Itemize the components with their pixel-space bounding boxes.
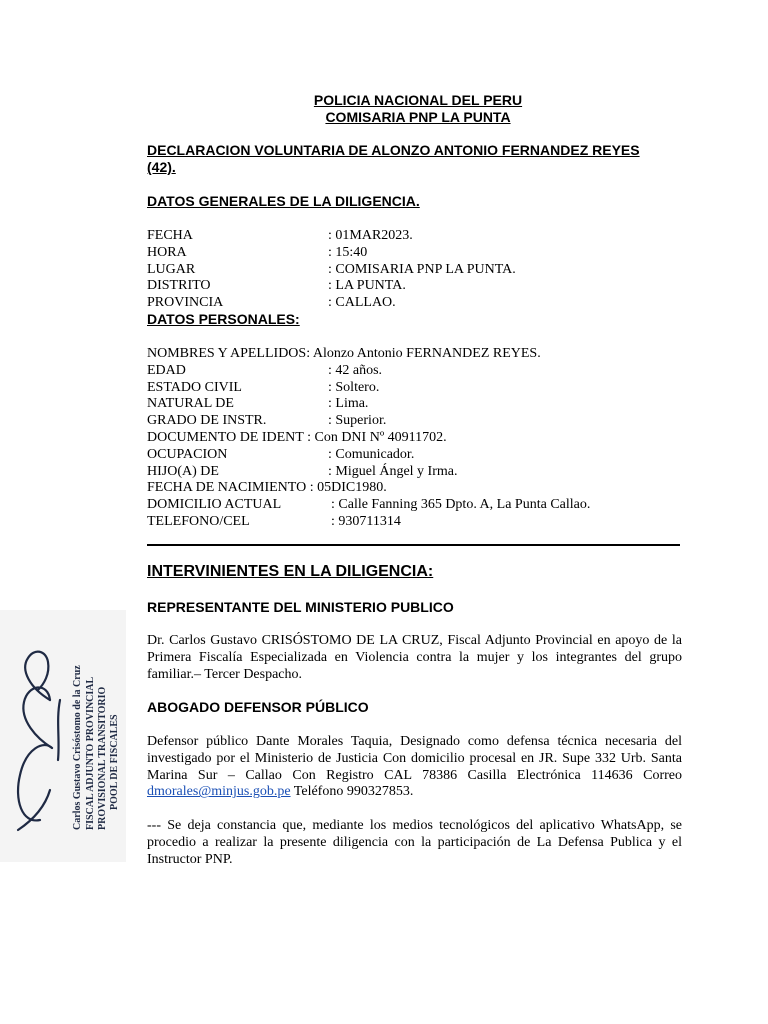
field-value: Soltero. — [335, 379, 380, 395]
fiscal-stamp — [0, 610, 126, 862]
field-value-wrap: : 42 años. — [328, 362, 383, 378]
document-header — [147, 92, 689, 126]
field-label: EDAD — [147, 362, 186, 378]
personal-section-title: DATOS PERSONALES: — [147, 311, 300, 327]
field-label: FECHA — [147, 228, 193, 243]
field-label: HORA — [147, 244, 187, 260]
field-value: 05DIC1980. — [317, 480, 387, 496]
field-hijo-de — [147, 464, 541, 481]
defensor-text: Defensor público Dante Morales Taquia, Designado como defensa técnica necesaria del investigado por el Ministerio de Justicia Con domicilio procesal en JR. Supe 332 Urb. Santa Marina Sur – Callao Con Registro CAL 78386 Casilla Electrónica 114636 Correo — [147, 734, 682, 783]
defensor-paragraph — [147, 734, 682, 801]
field-label: FECHA DE NACIMIENTO — [147, 480, 307, 496]
stamp-line-4: POOL DE FISCALES — [109, 714, 120, 810]
field-value-wrap: : Comunicador. — [328, 446, 415, 462]
field-value-wrap: : LA PUNTA. — [328, 278, 406, 294]
field-domicilio — [147, 497, 591, 514]
field-label: HIJO(A) DE — [147, 463, 219, 479]
general-section-title: DATOS GENERALES DE LA DILIGENCIA. — [147, 193, 420, 209]
field-value: 15:40 — [335, 244, 368, 260]
field-value: Calle Fanning 365 Dpto. A, La Punta Callao. — [338, 497, 591, 513]
field-grado-instr — [147, 413, 541, 430]
field-natural-de — [147, 396, 541, 413]
field-label: TELEFONO/CEL — [147, 513, 250, 529]
field-value-wrap: : COMISARIA PNP LA PUNTA. — [328, 261, 516, 277]
personal-fields — [147, 346, 591, 531]
field-label: ESTADO CIVIL — [147, 379, 242, 395]
field-telefono — [147, 514, 541, 531]
field-value: Comunicador. — [335, 446, 415, 462]
field-nombres — [147, 346, 541, 363]
stamp-line-1: Carlos Gustavo Crisóstomo de la Cruz — [72, 665, 83, 830]
field-value-wrap: : Superior. — [328, 413, 387, 429]
ministerio-title: REPRESENTANTE DEL MINISTERIO PUBLICO — [147, 599, 454, 615]
field-value-wrap: : Con DNI Nº 40911702. — [307, 429, 447, 445]
defensor-title: ABOGADO DEFENSOR PÚBLICO — [147, 699, 369, 715]
field-value: 930711314 — [338, 513, 401, 529]
field-value: Con DNI Nº 40911702. — [314, 429, 447, 445]
field-value-wrap: : Alonzo Antonio FERNANDEZ REYES. — [306, 346, 541, 361]
field-value: Alonzo Antonio FERNANDEZ REYES. — [312, 346, 541, 361]
field-value-wrap: : Lima. — [328, 396, 369, 412]
field-label: OCUPACION — [147, 446, 228, 462]
declaration-title: DECLARACION VOLUNTARIA DE ALONZO ANTONIO FERNANDEZ REYES (42). — [147, 142, 640, 175]
defensor-email-link[interactable]: dmorales@minjus.gob.pe — [147, 784, 291, 800]
field-edad — [147, 363, 541, 380]
field-value-wrap: : 01MAR2023. — [328, 228, 413, 243]
field-value: Superior. — [335, 413, 387, 429]
field-value-wrap: : Miguel Ángel y Irma. — [328, 463, 458, 479]
field-value: 42 años. — [335, 362, 383, 378]
field-documento — [147, 430, 541, 447]
field-label: DOMICILIO ACTUAL — [147, 497, 282, 513]
constancia-paragraph: --- Se deja constancia que, mediante los medios tecnológicos del aplicativo WhatsApp, se procedio a realizar la presente diligencia con la participación de La Defensa Publica y el Instructor PNP. — [147, 818, 682, 867]
field-label: DOCUMENTO DE IDENT — [147, 429, 304, 445]
field-label: GRADO DE INSTR. — [147, 413, 267, 429]
field-value-wrap: : Soltero. — [328, 379, 380, 395]
signature-icon — [0, 610, 126, 862]
field-value: Miguel Ángel y Irma. — [335, 463, 458, 479]
header-line2: COMISARIA PNP LA PUNTA — [325, 109, 511, 125]
field-estado-civil — [147, 380, 541, 397]
field-label: LUGAR — [147, 261, 196, 277]
field-value-wrap: : 15:40 — [328, 244, 368, 260]
field-value: 01MAR2023. — [335, 228, 413, 243]
field-value-wrap: : 930711314 — [331, 513, 401, 529]
header-line1: POLICIA NACIONAL DEL PERU — [313, 92, 523, 108]
stamp-line-3: PROVISIONAL TRANSITORIO — [97, 686, 108, 830]
field-value: LA PUNTA. — [335, 278, 406, 294]
defensor-phone-text: Teléfono 990327853. — [290, 784, 414, 800]
stamp-line-2: FISCAL ADJUNTO PROVINCIAL — [85, 676, 96, 830]
intervinientes-title: INTERVINIENTES EN LA DILIGENCIA: — [147, 563, 434, 580]
field-label: NOMBRES Y APELLIDOS — [147, 346, 307, 361]
field-label: NATURAL DE — [147, 396, 234, 412]
field-value: COMISARIA PNP LA PUNTA. — [335, 261, 516, 277]
field-label: PROVINCIA — [147, 295, 224, 311]
field-value: Lima. — [335, 396, 369, 412]
field-ocupacion — [147, 447, 541, 464]
field-value-wrap: : CALLAO. — [328, 295, 396, 311]
ministerio-paragraph: Dr. Carlos Gustavo CRISÓSTOMO DE LA CRUZ, Fiscal Adjunto Provincial en apoyo de la Primera Fiscalía Especializada en Violencia contra la mujer y los integrantes del grupo familiar.– Tercer Despacho. — [147, 633, 682, 682]
field-label: DISTRITO — [147, 278, 211, 294]
field-fecha-nacimiento — [147, 480, 541, 497]
field-value-wrap: : Calle Fanning 365 Dpto. A, La Punta Callao. — [331, 497, 591, 513]
horizontal-divider — [147, 544, 680, 546]
field-value-wrap: : 05DIC1980. — [309, 480, 387, 496]
field-value: CALLAO. — [335, 295, 396, 311]
